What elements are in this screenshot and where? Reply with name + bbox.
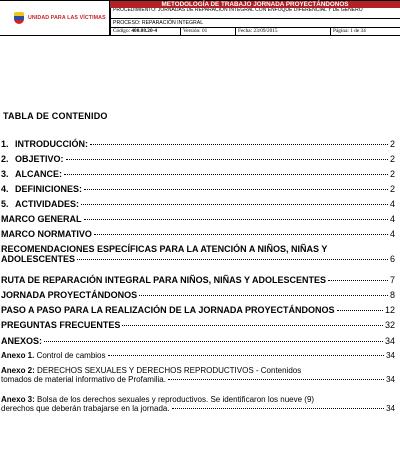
toc-page: 2 [389,169,395,179]
dot-leader [108,355,385,356]
dot-leader [94,234,388,235]
toc-label: OBJETIVO: [15,154,64,164]
toc-label: INTRODUCCIÓN: [15,139,88,149]
toc-title: TABLA DE CONTENIDO [3,111,108,121]
document-code [110,28,180,35]
document-title: METODOLOGÍA DE TRABAJO JORNADA PROYECTÁNDONOS [110,0,400,8]
dot-leader [81,204,388,205]
toc-entry-marco-general[interactable] [0,214,395,224]
document-header [0,0,400,36]
toc-page: 12 [384,305,395,315]
toc-entry-paso-a-paso[interactable] [0,305,395,315]
toc-label: RUTA DE REPARACIÓN INTEGRAL PARA NIÑOS, NIÑAS Y ADOLESCENTES [1,275,327,285]
dot-leader [77,259,388,260]
toc-number: 5. [1,199,9,209]
toc-label: ANEXOS: [1,336,43,346]
colombia-shield-icon [14,12,24,24]
anexo-title: DERECHOS SEXUALES Y DERECHOS REPRODUCTIVOS - Contenidos [34,366,302,375]
dot-leader [122,325,383,326]
toc-label-line2-row [1,404,395,413]
toc-label: PASO A PASO PARA LA REALIZACIÓN DE LA JORNADA PROYECTÁNDONOS [1,305,335,315]
metadata-row [110,28,400,36]
toc-entry-preguntas[interactable] [0,320,395,330]
anexo-number: Anexo 1. [1,351,35,360]
toc-number: 2. [1,154,9,164]
dot-leader [168,379,384,380]
document-date: Fecha: 23/09/2015 [235,28,330,35]
dot-leader [66,159,388,160]
toc-label-line2: tomados de material informativo de Profamilia. [1,375,166,384]
dot-leader [172,408,385,409]
toc-number: 3. [1,169,9,179]
toc-label: ALCANCE: [15,169,62,179]
toc-label: MARCO NORMATIVO [1,229,92,239]
toc-page: 7 [389,275,395,285]
dot-leader [328,280,388,281]
toc-entry-definiciones[interactable] [0,184,395,194]
toc-page: 4 [389,214,395,224]
logo-text: UNIDAD PARA LAS VÍCTIMAS [28,15,106,21]
toc-page: 34 [386,375,395,384]
toc-entry-alcance[interactable] [0,169,395,179]
toc-number: 1. [1,139,9,149]
toc-label-line2-row [1,375,395,384]
toc-page: 6 [389,254,395,264]
toc-label-line2: ADOLESCENTES [1,254,76,264]
toc-entry-marco-normativo[interactable] [0,229,395,239]
anexo-number: Anexo 2: [1,366,35,375]
toc-entry-recomendaciones[interactable] [0,244,395,264]
toc-entry-actividades[interactable] [0,199,395,209]
document-code-text: Código: 400.08.20-4 [113,28,158,34]
toc-page: 32 [384,320,395,330]
toc-label-line2: derechos que deberán trabajarse en la jornada. [1,404,170,413]
toc-page: 34 [386,404,395,413]
document-page: Página: 1 de 34 [330,28,400,35]
dot-leader [84,189,388,190]
toc-label-line2-row [1,254,395,264]
toc-label-line1: RECOMENDACIONES ESPECÍFICAS PARA LA ATENCIÓN A NIÑOS, NIÑAS Y [1,244,328,254]
toc-label: DEFINICIONES: [15,184,83,194]
toc-page: 4 [389,199,395,209]
toc-label-line1 [1,366,395,375]
toc-page: 2 [389,139,395,149]
toc-entry-jornada[interactable] [0,290,395,300]
anexo-title: Control de cambios [34,351,106,360]
toc-page: 4 [389,229,395,239]
toc-label: MARCO GENERAL [1,214,82,224]
dot-leader [44,341,383,342]
toc-entry-introduccion[interactable] [0,139,395,149]
toc-entry-anexos[interactable] [0,336,395,346]
toc-page: 34 [386,351,395,360]
dot-leader [337,310,383,311]
toc-entry-anexo-2[interactable] [0,366,395,384]
toc-number: 4. [1,184,9,194]
toc-label [1,351,106,360]
anexo-title: Bolsa de los derechos sexuales y reproductivos. Se identificaron los nueve (9) [34,395,315,404]
toc-label: PREGUNTAS FRECUENTES [1,320,121,330]
process-label: PROCESO: REPARACIÓN INTEGRAL [110,19,400,28]
toc-entry-ruta-reparacion[interactable] [0,275,395,285]
dot-leader [90,144,388,145]
toc-entry-objetivo[interactable] [0,154,395,164]
anexo-number: Anexo 3: [1,395,35,404]
toc-label-line1 [1,395,395,404]
toc-page: 2 [389,154,395,164]
toc-label: ACTIVIDADES: [15,199,80,209]
logo-cell [0,0,110,36]
toc-entry-anexo-1[interactable] [0,351,395,360]
toc-label: JORNADA PROYECTÁNDONOS [1,290,138,300]
toc-page: 8 [389,290,395,300]
document-version: Versión: 01 [180,28,235,35]
toc-page: 2 [389,184,395,194]
toc-page: 34 [384,336,395,346]
dot-leader [64,174,388,175]
toc-entry-anexo-3[interactable] [0,395,395,413]
dot-leader [139,295,388,296]
document-code-number: 400.08.20-4 [131,28,158,34]
dot-leader [84,219,388,220]
procedure-label: PROCEDIMIENTO: JORNADAS DE REPARACIÓN INTEGRAL CON ENFOQUE DIFERENCIAL Y DE GÉNERO [110,8,400,19]
